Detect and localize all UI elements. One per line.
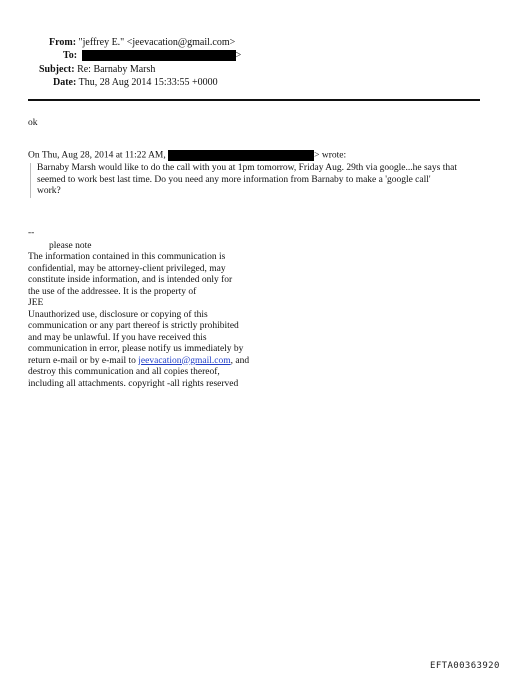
date-line	[53, 77, 218, 89]
from-label: From:	[49, 37, 77, 48]
redaction-bar	[168, 150, 314, 161]
subject-label: Subject:	[39, 64, 75, 75]
disclaimer-line: communication or any part thereof is strictly prohibited	[28, 321, 239, 331]
date-label: Date:	[53, 77, 77, 88]
quote-intro	[28, 150, 346, 162]
quoted-message	[30, 163, 499, 198]
redaction-bar	[82, 50, 236, 61]
date-value: Thu, 28 Aug 2014 15:33:55 +0000	[78, 77, 218, 88]
quote-line: Barnaby Marsh would like to do the call with you at 1pm tomorrow, Friday Aug. 29th via google...he says that	[37, 163, 457, 173]
quote-line: work?	[37, 186, 61, 196]
disclaimer-line: destroy this communication and all copies thereof,	[28, 367, 220, 377]
disclaimer-line: confidential, may be attorney-client privileged, may	[28, 263, 226, 274]
disclaimer-line: JEE	[28, 298, 44, 308]
from-line	[49, 37, 235, 49]
disclaimer-line: constitute inside information, and is intended only for	[28, 275, 233, 285]
return-suffix: , and	[230, 355, 250, 366]
to-line	[63, 50, 241, 62]
please-note: please note	[49, 241, 92, 251]
subject-line	[39, 64, 155, 76]
disclaimer-line: communication in error, please notify us immediately by	[28, 344, 244, 354]
quote-intro-suffix: > wrote:	[314, 150, 347, 161]
disclaimer-line: The information contained in this communication is	[28, 252, 226, 262]
disclaimer-line: and may be unlawful. If you have received this	[28, 332, 207, 343]
document-id: EFTA00363920	[430, 661, 500, 671]
quote-line: seemed to work best last time. Do you need any more information from Barnaby to make a 'google call'	[37, 174, 431, 185]
disclaimer	[28, 252, 328, 390]
header-divider	[28, 99, 480, 101]
email-link[interactable]: jeevacation@gmail.com	[138, 355, 231, 366]
disclaimer-line: including all attachments. copyright -all rights reserved	[28, 378, 239, 389]
disclaimer-line: Unauthorized use, disclosure or copying of this	[28, 309, 208, 320]
subject-value: Re: Barnaby Marsh	[77, 64, 156, 75]
from-value: "jeffrey E." <jeevacation@gmail.com>	[78, 37, 236, 48]
return-prefix: return e-mail or by e-mail to	[28, 355, 136, 366]
signature-dashes: --	[28, 228, 35, 238]
to-label: To:	[63, 50, 78, 61]
to-suffix: >	[235, 50, 242, 61]
reply-text: ok	[28, 118, 38, 128]
quote-intro-prefix: On Thu, Aug 28, 2014 at 11:22 AM,	[28, 150, 166, 161]
disclaimer-line: the use of the addressee. It is the property of	[28, 286, 197, 297]
disclaimer-line	[28, 356, 328, 368]
